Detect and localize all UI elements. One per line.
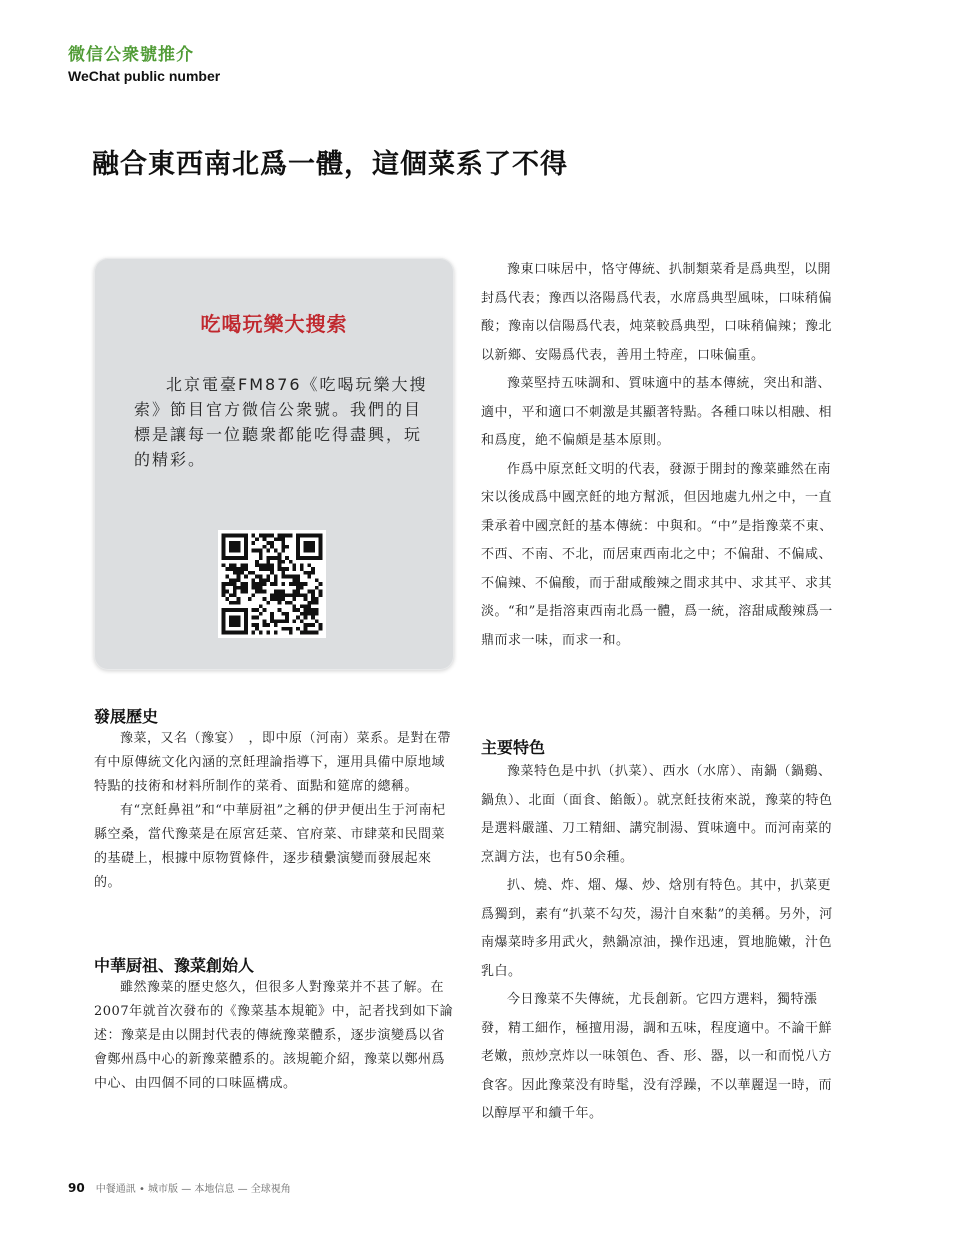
section-tag [68,44,220,86]
history-paragraph: 有“烹飪鼻祖”和“中華厨祖”之稱的伊尹便出生于河南杞縣空桑，當代豫菜是在原宮廷菜、官府菜、市肆菜和民間菜的基礎上，根據中原物質條件，逐步積纍演變而發展起來的。 [94,803,446,890]
publication-info: 中餐通訊 • 城市版 — 本地信息 — 全球視角 [95,1184,291,1195]
founder-heading: 中華厨祖、豫菜創始人 [94,956,255,975]
founder-body [94,976,456,1096]
features-heading: 主要特色 [481,738,546,757]
promo-title: 吃喝玩樂大搜索 [200,312,348,336]
section-label-zh: 微信公衆號推介 [68,45,194,65]
founder-paragraph: 雖然豫菜的歷史悠久，但很多人對豫菜并不甚了解。在2007年就首次發布的《豫菜基本規範》中，記者找到如下論述：豫菜是由以開封代表的傳統豫菜體系，逐步演變爲以省會鄭州爲中心的新豫菜體系的。該規範介紹，豫菜以鄭州爲中心、由四個不同的口味區構成。 [94,980,454,1091]
right-column-intro [481,256,843,655]
right-paragraph: 豫東口味居中，恪守傳統、扒制類菜肴是爲典型，以開封爲代表；豫西以洛陽爲代表，水席爲典型風味，口味稍偏酸；豫南以信陽爲代表，炖菜較爲典型，口味稍偏辣；豫北以新鄉、安陽爲代表，善用土特産，口味偏重。 [481,262,833,363]
features-body [481,758,843,1129]
history-body [94,727,456,895]
promo-description: 北京電臺FM876《吃喝玩樂大搜索》節目官方微信公衆號。我們的目標是讓每一位聽衆都能吃得盡興，玩的精彩。 [134,375,428,469]
page-number: 90 [68,1181,85,1195]
history-paragraph: 豫菜，又名（豫宴） ，即中原（河南）菜系。是對在帶有中原傳統文化內涵的烹飪理論指導下，運用具備中原地域特點的技術和材料所制作的菜肴、面點和筵席的總稱。 [94,731,452,794]
section-label-en: WeChat public number [68,68,221,84]
qr-code-icon[interactable] [218,530,326,638]
features-paragraph: 今日豫菜不失傳統，尤長創新。它四方選料，獨特漲發，精工細作，極擅用湯，調和五味，程度適中。不論干鮮老嫩，煎炒烹炸以一味領色、香、形、器，以一和而悦八方食客。因此豫菜没有時髦，没有浮躁，不以華麗逞一時，而以醇厚平和續千年。 [481,992,833,1121]
promo-box [94,258,454,670]
features-paragraph: 豫菜特色是中扒（扒菜）、西水（水席）、南鍋（鍋鷄、鍋魚）、北面（面食、餡飯）。就烹飪技術來説，豫菜的特色是選料嚴謹、刀工精細、講究制湯、質味適中。而河南菜的烹調方法，也有50余種。 [481,764,833,865]
features-paragraph: 扒、燒、炸、熘、爆、炒、焓別有特色。其中，扒菜更爲獨到，素有“扒菜不勾芡，湯汁自來黏”的美稱。另外，河南爆菜時多用武火，熱鍋凉油，操作迅速，質地脆嫩，汁色乳白。 [481,878,833,979]
page-footer [68,1177,291,1196]
right-paragraph: 作爲中原烹飪文明的代表，發源于開封的豫菜雖然在南宋以後成爲中國烹飪的地方幫派，但因地處九州之中，一直秉承着中國烹飪的基本傳統：中與和。“中”是指豫菜不東、不西、不南、不北，而居東西南北之中；不偏甜、不偏咸、不偏辣、不偏酸，而于甜咸酸辣之間求其中、求其平、求其淡。“和”是指溶東西南北爲一體，爲一統，溶甜咸酸辣爲一鼎而求一味，而求一和。 [481,461,833,648]
right-paragraph: 豫菜堅持五味調和、質味適中的基本傳統，突出和諧、適中，平和適口不刺激是其顯著特點。各種口味以相融、相和爲度，絶不偏頗是基本原則。 [481,376,833,448]
page-title: 融合東西南北爲一體，這個菜系了不得 [92,149,568,180]
history-heading: 發展歷史 [94,707,159,726]
